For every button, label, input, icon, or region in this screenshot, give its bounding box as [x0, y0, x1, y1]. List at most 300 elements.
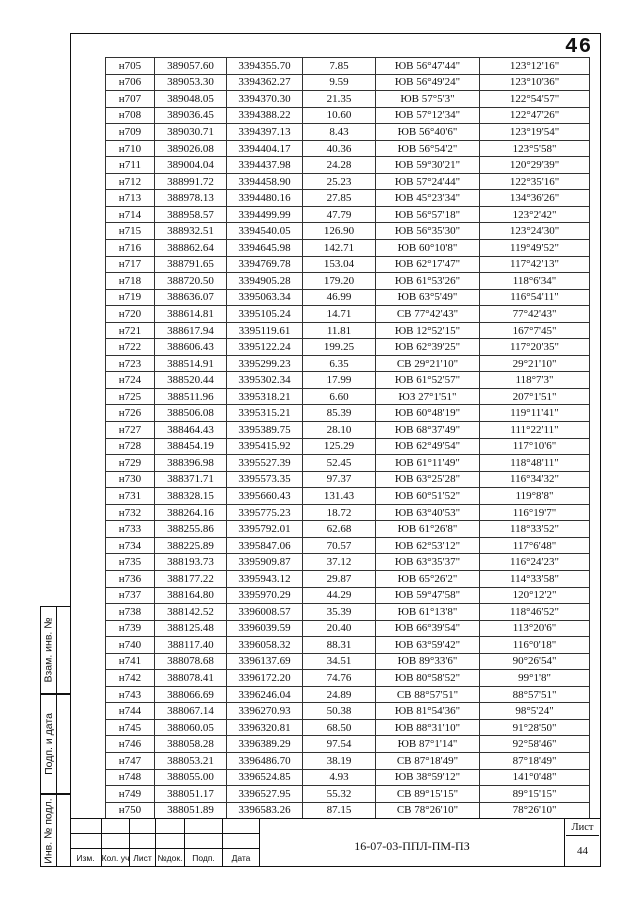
cell-distance: 44.29 — [303, 587, 376, 604]
cell-distance: 35.39 — [303, 604, 376, 621]
cell-distance: 24.89 — [303, 686, 376, 703]
cell-distance: 142.71 — [303, 240, 376, 257]
table-row — [106, 736, 590, 753]
cell-distance: 37.12 — [303, 554, 376, 571]
cell-coord-y: 3396389.29 — [227, 736, 303, 753]
cell-point-id: н709 — [106, 124, 155, 141]
cell-bearing: ЮВ 59°30'21" — [376, 157, 480, 174]
table-row — [106, 719, 590, 736]
cell-point-id: н743 — [106, 686, 155, 703]
table-row — [106, 107, 590, 124]
cell-point-id: н742 — [106, 670, 155, 687]
cell-azimuth: 92°58'46" — [480, 736, 590, 753]
table-row — [106, 637, 590, 654]
table-row — [106, 157, 590, 174]
cell-bearing: ЮВ 56°40'6" — [376, 124, 480, 141]
cell-coord-y: 3396058.32 — [227, 637, 303, 654]
cell-coord-y: 3394370.30 — [227, 91, 303, 108]
cell-point-id: н714 — [106, 206, 155, 223]
cell-distance: 46.99 — [303, 289, 376, 306]
cell-bearing: ЮВ 81°54'36" — [376, 703, 480, 720]
cell-point-id: н734 — [106, 537, 155, 554]
stamp-header-list: Лист — [130, 849, 156, 866]
cell-point-id: н708 — [106, 107, 155, 124]
cell-point-id: н739 — [106, 620, 155, 637]
cell-azimuth: 91°28'50" — [480, 719, 590, 736]
cell-bearing: ЮВ 61°53'26" — [376, 273, 480, 290]
cell-coord-x: 388791.65 — [155, 256, 227, 273]
cell-coord-x: 388464.43 — [155, 422, 227, 439]
cell-coord-x: 388991.72 — [155, 173, 227, 190]
cell-azimuth: 123°12'16" — [480, 58, 590, 75]
cell-distance: 50.38 — [303, 703, 376, 720]
table-row — [106, 74, 590, 91]
table-row — [106, 322, 590, 339]
cell-distance: 7.85 — [303, 58, 376, 75]
cell-coord-x: 388125.48 — [155, 620, 227, 637]
cell-bearing: ЮВ 63°25'28" — [376, 471, 480, 488]
cell-coord-x: 388328.15 — [155, 488, 227, 505]
cell-bearing: ЮВ 56°57'18" — [376, 206, 480, 223]
cell-azimuth: 123°19'54" — [480, 124, 590, 141]
cell-azimuth: 122°47'26" — [480, 107, 590, 124]
cell-distance: 97.37 — [303, 471, 376, 488]
cell-coord-y: 3394355.70 — [227, 58, 303, 75]
cell-azimuth: 114°33'58" — [480, 570, 590, 587]
cell-azimuth: 141°0'48" — [480, 769, 590, 786]
cell-point-id: н738 — [106, 604, 155, 621]
table-row — [106, 306, 590, 323]
cell-azimuth: 119°8'8" — [480, 488, 590, 505]
cell-coord-y: 3394397.13 — [227, 124, 303, 141]
table-row — [106, 405, 590, 422]
table-row — [106, 124, 590, 141]
table-row — [106, 620, 590, 637]
cell-point-id: н720 — [106, 306, 155, 323]
cell-distance: 18.72 — [303, 504, 376, 521]
cell-coord-x: 388371.71 — [155, 471, 227, 488]
cell-azimuth: 117°42'13" — [480, 256, 590, 273]
cell-coord-x: 389053.30 — [155, 74, 227, 91]
cell-bearing: СВ 88°57'51" — [376, 686, 480, 703]
cell-coord-y: 3395660.43 — [227, 488, 303, 505]
cell-coord-x: 389036.45 — [155, 107, 227, 124]
cell-point-id: н727 — [106, 422, 155, 439]
table-row — [106, 240, 590, 257]
cell-coord-y: 3394499.99 — [227, 206, 303, 223]
cell-coord-x: 389030.71 — [155, 124, 227, 141]
cell-point-id: н741 — [106, 653, 155, 670]
coordinates-table-body — [106, 58, 590, 819]
cell-coord-x: 388932.51 — [155, 223, 227, 240]
table-row — [106, 190, 590, 207]
cell-azimuth: 29°21'10" — [480, 355, 590, 372]
cell-point-id: н711 — [106, 157, 155, 174]
cell-azimuth: 116°34'32" — [480, 471, 590, 488]
cell-azimuth: 123°10'36" — [480, 74, 590, 91]
cell-point-id: н706 — [106, 74, 155, 91]
stamp-header-izm: Изм. — [70, 849, 102, 866]
cell-bearing: ЮВ 45°23'34" — [376, 190, 480, 207]
cell-bearing: ЮВ 61°11'49" — [376, 455, 480, 472]
cell-bearing: ЮВ 63°59'42" — [376, 637, 480, 654]
cell-distance: 85.39 — [303, 405, 376, 422]
table-row — [106, 422, 590, 439]
table-row — [106, 256, 590, 273]
cell-distance: 34.51 — [303, 653, 376, 670]
cell-coord-y: 3395315.21 — [227, 405, 303, 422]
cell-bearing: СВ 77°42'43" — [376, 306, 480, 323]
cell-coord-y: 3394388.22 — [227, 107, 303, 124]
cell-coord-y: 3396486.70 — [227, 752, 303, 769]
cell-distance: 20.40 — [303, 620, 376, 637]
cell-azimuth: 123°2'42" — [480, 206, 590, 223]
cell-bearing: ЮВ 65°26'2" — [376, 570, 480, 587]
cell-distance: 28.10 — [303, 422, 376, 439]
cell-distance: 27.85 — [303, 190, 376, 207]
cell-bearing: ЮВ 63°35'37" — [376, 554, 480, 571]
document-code: 16-07-03-ППЛ-ПМ-ПЗ — [260, 819, 565, 866]
cell-bearing: ЮВ 63°40'53" — [376, 504, 480, 521]
cell-azimuth: 117°6'48" — [480, 537, 590, 554]
sheet-number: 44 — [577, 845, 588, 857]
cell-bearing: СВ 29°21'10" — [376, 355, 480, 372]
cell-azimuth: 119°11'41" — [480, 405, 590, 422]
cell-bearing: ЮВ 57°12'34" — [376, 107, 480, 124]
cell-coord-y: 3395389.75 — [227, 422, 303, 439]
table-row — [106, 206, 590, 223]
cell-coord-x: 388514.91 — [155, 355, 227, 372]
cell-azimuth: 120°12'2" — [480, 587, 590, 604]
cell-point-id: н729 — [106, 455, 155, 472]
cell-coord-y: 3395318.21 — [227, 388, 303, 405]
cell-distance: 62.68 — [303, 521, 376, 538]
table-row — [106, 670, 590, 687]
cell-bearing: ЮВ 61°52'57" — [376, 372, 480, 389]
stamp-header-ndok: №док. — [156, 849, 185, 866]
cell-point-id: н730 — [106, 471, 155, 488]
cell-point-id: н732 — [106, 504, 155, 521]
cell-distance: 153.04 — [303, 256, 376, 273]
side-box-vzam — [40, 606, 71, 694]
cell-azimuth: 122°54'57" — [480, 91, 590, 108]
cell-coord-y: 3395415.92 — [227, 438, 303, 455]
stamp-grid — [70, 819, 260, 866]
cell-point-id: н721 — [106, 322, 155, 339]
cell-point-id: н731 — [106, 488, 155, 505]
cell-distance: 29.87 — [303, 570, 376, 587]
table-row — [106, 686, 590, 703]
cell-coord-y: 3395943.12 — [227, 570, 303, 587]
cell-coord-y: 3395909.87 — [227, 554, 303, 571]
cell-coord-x: 388117.40 — [155, 637, 227, 654]
cell-bearing: ЮВ 57°5'3" — [376, 91, 480, 108]
cell-coord-x: 388606.43 — [155, 339, 227, 356]
cell-coord-y: 3394905.28 — [227, 273, 303, 290]
cell-point-id: н744 — [106, 703, 155, 720]
cell-azimuth: 113°20'6" — [480, 620, 590, 637]
cell-azimuth: 118°46'52" — [480, 604, 590, 621]
cell-bearing: ЮВ 56°35'30" — [376, 223, 480, 240]
cell-coord-y: 3395063.34 — [227, 289, 303, 306]
cell-coord-x: 388636.07 — [155, 289, 227, 306]
table-row — [106, 570, 590, 587]
cell-distance: 47.79 — [303, 206, 376, 223]
cell-distance: 74.76 — [303, 670, 376, 687]
stamp-header-podp: Подп. — [185, 849, 223, 866]
cell-distance: 40.36 — [303, 140, 376, 157]
cell-point-id: н715 — [106, 223, 155, 240]
cell-coord-x: 388958.57 — [155, 206, 227, 223]
cell-azimuth: 167°7'45" — [480, 322, 590, 339]
cell-coord-x: 389057.60 — [155, 58, 227, 75]
cell-distance: 9.59 — [303, 74, 376, 91]
table-row — [106, 438, 590, 455]
cell-azimuth: 99°1'8" — [480, 670, 590, 687]
table-row — [106, 488, 590, 505]
cell-azimuth: 120°29'39" — [480, 157, 590, 174]
table-row — [106, 58, 590, 75]
cell-coord-x: 388053.21 — [155, 752, 227, 769]
cell-bearing: СВ 87°18'49" — [376, 752, 480, 769]
cell-coord-y: 3394362.27 — [227, 74, 303, 91]
title-block — [70, 818, 601, 867]
cell-coord-x: 388506.08 — [155, 405, 227, 422]
cell-coord-x: 388051.89 — [155, 802, 227, 819]
cell-coord-y: 3396583.26 — [227, 802, 303, 819]
cell-coord-y: 3396008.57 — [227, 604, 303, 621]
cell-point-id: н746 — [106, 736, 155, 753]
cell-bearing: ЮВ 68°37'49" — [376, 422, 480, 439]
cell-coord-x: 388164.80 — [155, 587, 227, 604]
cell-coord-x: 388225.89 — [155, 537, 227, 554]
cell-point-id: н737 — [106, 587, 155, 604]
cell-distance: 199.25 — [303, 339, 376, 356]
cell-coord-x: 388142.52 — [155, 604, 227, 621]
cell-coord-y: 3395302.34 — [227, 372, 303, 389]
cell-bearing: ЮВ 62°39'25" — [376, 339, 480, 356]
cell-coord-x: 388617.94 — [155, 322, 227, 339]
cell-coord-x: 388978.13 — [155, 190, 227, 207]
cell-coord-x: 388193.73 — [155, 554, 227, 571]
cell-coord-y: 3396270.93 — [227, 703, 303, 720]
table-row — [106, 786, 590, 803]
cell-bearing: СВ 89°15'15" — [376, 786, 480, 803]
table-row — [106, 537, 590, 554]
cell-bearing: ЮВ 89°33'6" — [376, 653, 480, 670]
cell-distance: 24.28 — [303, 157, 376, 174]
cell-point-id: н726 — [106, 405, 155, 422]
table-row — [106, 504, 590, 521]
cell-coord-x: 388058.28 — [155, 736, 227, 753]
cell-azimuth: 88°57'51" — [480, 686, 590, 703]
cell-azimuth: 122°35'16" — [480, 173, 590, 190]
cell-coord-x: 389026.08 — [155, 140, 227, 157]
cell-bearing: ЮВ 66°39'54" — [376, 620, 480, 637]
cell-azimuth: 89°15'15" — [480, 786, 590, 803]
cell-azimuth: 123°24'30" — [480, 223, 590, 240]
cell-bearing: ЮВ 38°59'12" — [376, 769, 480, 786]
cell-azimuth: 118°7'3" — [480, 372, 590, 389]
cell-point-id: н749 — [106, 786, 155, 803]
cell-azimuth: 134°36'26" — [480, 190, 590, 207]
cell-coord-y: 3394437.98 — [227, 157, 303, 174]
cell-coord-x: 388067.14 — [155, 703, 227, 720]
cell-coord-y: 3395792.01 — [227, 521, 303, 538]
cell-bearing: ЮВ 60°48'19" — [376, 405, 480, 422]
cell-coord-y: 3395527.39 — [227, 455, 303, 472]
cell-distance: 52.45 — [303, 455, 376, 472]
cell-coord-x: 388051.17 — [155, 786, 227, 803]
cell-point-id: н718 — [106, 273, 155, 290]
table-row — [106, 223, 590, 240]
cell-distance: 131.43 — [303, 488, 376, 505]
cell-azimuth: 207°1'51" — [480, 388, 590, 405]
table-row — [106, 703, 590, 720]
cell-coord-x: 388055.00 — [155, 769, 227, 786]
cell-distance: 88.31 — [303, 637, 376, 654]
cell-azimuth: 123°5'58" — [480, 140, 590, 157]
table-row — [106, 769, 590, 786]
cell-coord-y: 3395119.61 — [227, 322, 303, 339]
cell-coord-y: 3396172.20 — [227, 670, 303, 687]
cell-azimuth: 117°10'6" — [480, 438, 590, 455]
cell-bearing: ЮВ 62°17'47" — [376, 256, 480, 273]
table-row — [106, 802, 590, 819]
cell-azimuth: 116°19'7" — [480, 504, 590, 521]
cell-point-id: н710 — [106, 140, 155, 157]
cell-coord-x: 388066.69 — [155, 686, 227, 703]
cell-bearing: ЮВ 61°26'8" — [376, 521, 480, 538]
cell-distance: 126.90 — [303, 223, 376, 240]
cell-distance: 125.29 — [303, 438, 376, 455]
table-row — [106, 653, 590, 670]
cell-bearing: ЮВ 56°49'24" — [376, 74, 480, 91]
cell-coord-y: 3396527.95 — [227, 786, 303, 803]
cell-point-id: н736 — [106, 570, 155, 587]
cell-coord-y: 3396524.85 — [227, 769, 303, 786]
cell-coord-x: 388520.44 — [155, 372, 227, 389]
cell-coord-y: 3395775.23 — [227, 504, 303, 521]
cell-coord-x: 388511.96 — [155, 388, 227, 405]
cell-coord-y: 3396039.59 — [227, 620, 303, 637]
cell-azimuth: 118°48'11" — [480, 455, 590, 472]
cell-bearing: ЮВ 56°47'44" — [376, 58, 480, 75]
cell-azimuth: 90°26'54" — [480, 653, 590, 670]
cell-distance: 179.20 — [303, 273, 376, 290]
cell-point-id: н723 — [106, 355, 155, 372]
cell-bearing: ЮВ 80°58'52" — [376, 670, 480, 687]
table-row — [106, 355, 590, 372]
table-row — [106, 289, 590, 306]
side-label-vzam-inv: Взам. инв. № — [42, 617, 55, 683]
cell-bearing: ЮВ 87°1'14" — [376, 736, 480, 753]
side-box-podp — [40, 694, 71, 794]
cell-distance: 38.19 — [303, 752, 376, 769]
side-label-podp-data: Подп. и дата — [42, 713, 55, 775]
cell-point-id: н705 — [106, 58, 155, 75]
cell-coord-y: 3395105.24 — [227, 306, 303, 323]
cell-point-id: н733 — [106, 521, 155, 538]
cell-coord-x: 388255.86 — [155, 521, 227, 538]
cell-coord-y: 3395299.23 — [227, 355, 303, 372]
cell-bearing: ЮВ 59°47'58" — [376, 587, 480, 604]
cell-point-id: н713 — [106, 190, 155, 207]
cell-coord-x: 388060.05 — [155, 719, 227, 736]
table-row — [106, 339, 590, 356]
cell-point-id: н725 — [106, 388, 155, 405]
cell-azimuth: 117°20'35" — [480, 339, 590, 356]
table-row — [106, 140, 590, 157]
cell-coord-y: 3394769.78 — [227, 256, 303, 273]
cell-azimuth: 77°42'43" — [480, 306, 590, 323]
cell-azimuth: 116°24'23" — [480, 554, 590, 571]
stamp-header-data: Дата — [223, 849, 260, 866]
cell-point-id: н719 — [106, 289, 155, 306]
cell-coord-y: 3394480.16 — [227, 190, 303, 207]
table-row — [106, 455, 590, 472]
cell-bearing: ЮЗ 27°1'51" — [376, 388, 480, 405]
cell-point-id: н747 — [106, 752, 155, 769]
cell-distance: 55.32 — [303, 786, 376, 803]
cell-point-id: н716 — [106, 240, 155, 257]
cell-point-id: н735 — [106, 554, 155, 571]
cell-point-id: н707 — [106, 91, 155, 108]
cell-point-id: н745 — [106, 719, 155, 736]
cell-distance: 70.57 — [303, 537, 376, 554]
table-row — [106, 554, 590, 571]
cell-bearing: СВ 78°26'10" — [376, 802, 480, 819]
cell-distance: 6.60 — [303, 388, 376, 405]
cell-coord-x: 388720.50 — [155, 273, 227, 290]
cell-distance: 8.43 — [303, 124, 376, 141]
cell-coord-x: 388862.64 — [155, 240, 227, 257]
cell-bearing: ЮВ 60°51'52" — [376, 488, 480, 505]
cell-coord-y: 3396137.69 — [227, 653, 303, 670]
cell-coord-x: 388264.16 — [155, 504, 227, 521]
table-row — [106, 587, 590, 604]
cell-coord-x: 388177.22 — [155, 570, 227, 587]
cell-coord-y: 3395122.24 — [227, 339, 303, 356]
cell-point-id: н724 — [106, 372, 155, 389]
cell-bearing: ЮВ 60°10'8" — [376, 240, 480, 257]
cell-azimuth: 116°0'18" — [480, 637, 590, 654]
coordinates-table — [105, 57, 590, 819]
table-row — [106, 273, 590, 290]
cell-bearing: ЮВ 62°53'12" — [376, 537, 480, 554]
cell-coord-x: 388614.81 — [155, 306, 227, 323]
cell-coord-y: 3395847.06 — [227, 537, 303, 554]
cell-coord-y: 3396320.81 — [227, 719, 303, 736]
cell-point-id: н712 — [106, 173, 155, 190]
stamp-header-kol-uch: Кол. уч — [102, 849, 130, 866]
table-row — [106, 604, 590, 621]
table-row — [106, 173, 590, 190]
cell-point-id: н748 — [106, 769, 155, 786]
cell-coord-x: 389004.04 — [155, 157, 227, 174]
cell-coord-y: 3394458.90 — [227, 173, 303, 190]
cell-point-id: н750 — [106, 802, 155, 819]
cell-distance: 4.93 — [303, 769, 376, 786]
cell-bearing: ЮВ 62°49'54" — [376, 438, 480, 455]
side-label-inv-podl: Инв. № подл. — [42, 797, 55, 864]
cell-bearing: ЮВ 57°24'44" — [376, 173, 480, 190]
table-row — [106, 91, 590, 108]
cell-distance: 10.60 — [303, 107, 376, 124]
cell-azimuth: 78°26'10" — [480, 802, 590, 819]
table-row — [106, 471, 590, 488]
cell-point-id: н728 — [106, 438, 155, 455]
